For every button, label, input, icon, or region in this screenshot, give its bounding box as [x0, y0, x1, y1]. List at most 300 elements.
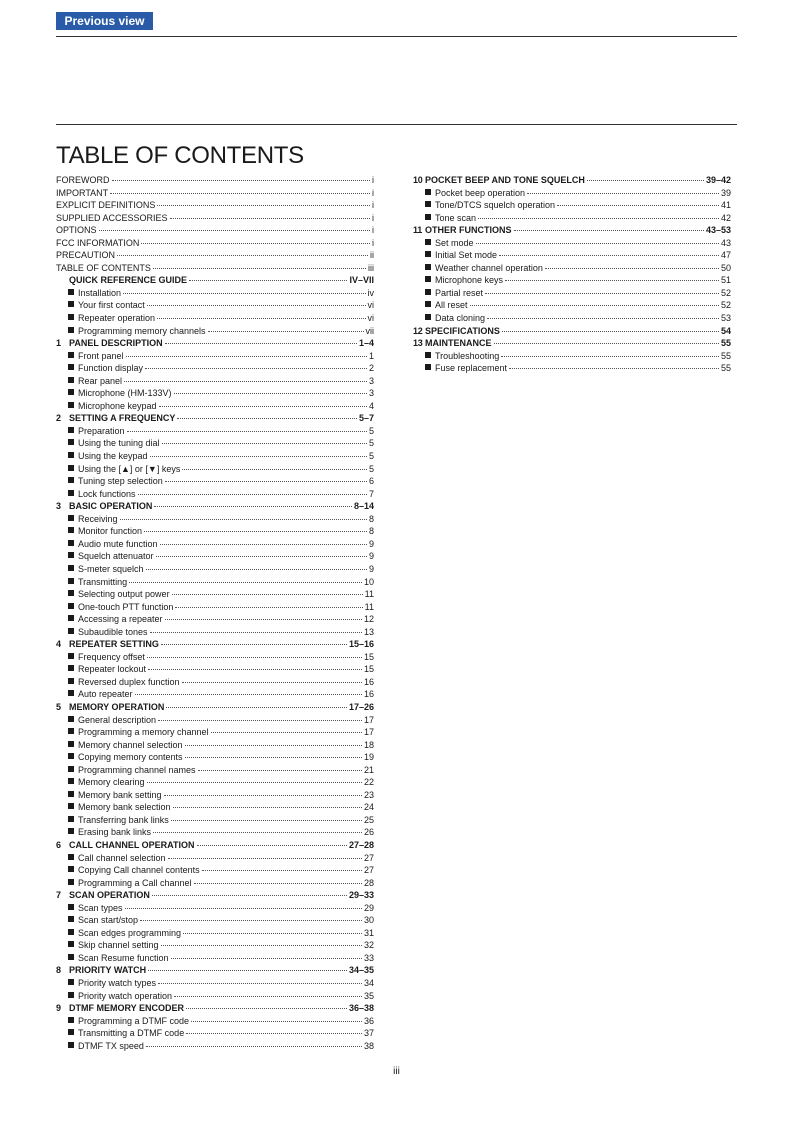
square-bullet-icon — [68, 352, 74, 358]
toc-entry-label: DTMF TX speed — [78, 1040, 144, 1051]
toc-entry-page: 42 — [720, 212, 731, 223]
toc-entry-label: Selecting output power — [78, 589, 170, 600]
square-bullet-icon — [68, 992, 74, 998]
toc-entry-label: Memory bank setting — [78, 789, 162, 800]
toc-entry-page: 23 — [363, 789, 374, 800]
dot-leader — [189, 272, 347, 281]
toc-entry-page: i — [372, 225, 374, 236]
toc-entry-label: SUPPLIED ACCESSORIES — [56, 212, 168, 223]
toc-entry-page: 55 — [720, 350, 731, 361]
toc-entry-label: BASIC OPERATION — [69, 501, 153, 512]
toc-entry-label: Accessing a repeater — [78, 614, 163, 625]
toc-entry-page: 39 — [720, 187, 731, 198]
dot-leader — [177, 410, 357, 419]
toc-entry-page: 5 — [368, 425, 374, 436]
dot-leader — [148, 962, 347, 971]
dot-leader — [117, 247, 368, 256]
dot-leader — [120, 511, 367, 520]
toc-entry-label: Function display — [78, 363, 144, 374]
toc-entry-label: Rear panel — [78, 375, 123, 386]
toc-entry-label: OTHER FUNCTIONS — [425, 225, 512, 236]
square-bullet-icon — [68, 791, 74, 797]
toc-entry-label: All reset — [435, 300, 468, 311]
toc-entry-page: 17 — [363, 727, 374, 738]
square-bullet-icon — [68, 452, 74, 458]
toc-entry-page: 50 — [720, 262, 731, 273]
toc-entry-page: vi — [367, 313, 374, 324]
toc-entry-page: 53 — [720, 313, 731, 324]
toc-entry-label: QUICK REFERENCE GUIDE — [69, 275, 188, 286]
square-bullet-icon — [68, 540, 74, 546]
square-bullet-icon — [68, 402, 74, 408]
toc-entry-label: SCAN OPERATION — [69, 890, 150, 901]
dot-leader — [545, 260, 719, 269]
toc-entry-page: 19 — [363, 752, 374, 763]
square-bullet-icon — [68, 665, 74, 671]
dot-leader — [161, 636, 347, 645]
square-bullet-icon — [68, 979, 74, 985]
page-number: iii — [393, 1066, 400, 1077]
toc-entry-label: Transferring bank links — [78, 814, 169, 825]
toc-entry-label: SPECIFICATIONS — [425, 325, 500, 336]
square-bullet-icon — [68, 904, 74, 910]
toc-entry-page: 2 — [368, 363, 374, 374]
toc-entry-page: 5–7 — [358, 413, 374, 424]
toc-entry-page: 33 — [363, 952, 374, 963]
toc-entry-label: Installation — [78, 287, 122, 298]
toc-entry-label: IMPORTANT — [56, 187, 109, 198]
toc-section-number: 11 — [413, 225, 422, 236]
toc-entry-page: 24 — [363, 802, 374, 813]
square-bullet-icon — [68, 866, 74, 872]
toc-section-number: 13 — [413, 338, 423, 349]
toc-entry-page: 18 — [363, 739, 374, 750]
dot-leader — [505, 272, 719, 281]
toc-entry-label: Data cloning — [435, 313, 486, 324]
toc-entry-label: Set mode — [435, 237, 474, 248]
toc-section-number: 8 — [56, 965, 62, 976]
dot-leader — [478, 210, 719, 219]
dot-leader — [110, 185, 370, 194]
toc-entry-label: Scan Resume function — [78, 952, 169, 963]
toc-entry-label: Front panel — [78, 350, 124, 361]
toc-entry-label: POCKET BEEP AND TONE SQUELCH — [425, 175, 585, 185]
toc-entry-page: ii — [370, 250, 374, 261]
toc-entry-label: FCC INFORMATION — [56, 237, 140, 248]
dot-leader — [135, 686, 362, 695]
dot-leader — [185, 737, 362, 746]
toc-entry-page: 31 — [363, 927, 374, 938]
toc-entry-label: PRECAUTION — [56, 250, 116, 261]
square-bullet-icon — [68, 389, 74, 395]
toc-entry-page: 22 — [363, 777, 374, 788]
toc-entry-label: Programming a Call channel — [78, 877, 192, 888]
dot-leader — [194, 875, 362, 884]
dot-leader — [170, 210, 370, 219]
toc-entry-label: Pocket beep operation — [435, 187, 526, 198]
dot-leader — [99, 222, 370, 231]
dot-leader — [147, 297, 366, 306]
toc-entry-page: 37 — [363, 1028, 374, 1039]
toc-entry-label: Microphone keypad — [78, 400, 157, 411]
dot-leader — [175, 599, 362, 608]
dot-leader — [211, 724, 362, 733]
dot-leader — [171, 950, 362, 959]
dot-leader — [158, 712, 362, 721]
dot-leader — [182, 461, 367, 470]
toc-entry-page: 5 — [368, 438, 374, 449]
toc-entry-page: 34 — [363, 978, 374, 988]
dot-leader — [148, 661, 362, 670]
toc-entry-label: Scan types — [78, 902, 123, 913]
toc-entry-label: Repeater operation — [78, 313, 156, 324]
dot-leader — [157, 197, 370, 206]
square-bullet-icon — [68, 1029, 74, 1035]
toc-entry-page: i — [372, 175, 374, 185]
toc-entry-page: 54 — [720, 325, 731, 336]
toc-entry-label: Priority watch operation — [78, 990, 173, 1001]
square-bullet-icon — [68, 653, 74, 659]
dot-leader — [173, 799, 362, 808]
toc-entry-label: Programming a DTMF code — [78, 1015, 190, 1026]
square-bullet-icon — [68, 427, 74, 433]
toc-entry-label: Memory clearing — [78, 777, 145, 788]
toc-entry-label: Programming a memory channel — [78, 727, 209, 738]
toc-entry-page: iv — [367, 287, 374, 298]
dot-leader — [182, 674, 362, 683]
square-bullet-icon — [68, 929, 74, 935]
toc-entry-page: 29 — [363, 902, 374, 913]
square-bullet-icon — [68, 954, 74, 960]
toc-entry-label: MEMORY OPERATION — [69, 701, 165, 712]
square-bullet-icon — [68, 628, 74, 634]
square-bullet-icon — [68, 716, 74, 722]
dot-leader — [154, 498, 352, 507]
toc-entry-page: 35 — [363, 990, 374, 1001]
toc-entry-page: 17 — [363, 714, 374, 725]
square-bullet-icon — [68, 565, 74, 571]
toc-entry-label: PRIORITY WATCH — [69, 965, 147, 976]
dot-leader — [514, 222, 704, 231]
toc-entry-label: Scan edges programming — [78, 927, 182, 938]
toc-entry-page: 12 — [363, 614, 374, 625]
dot-leader — [197, 837, 347, 846]
square-bullet-icon — [68, 377, 74, 383]
toc-entry-label: Transmitting a DTMF code — [78, 1028, 185, 1039]
toc-entry-page: 11 — [364, 589, 374, 600]
toc-entry-label: Squelch attenuator — [78, 551, 154, 562]
previous-view-button[interactable]: Previous view — [56, 12, 153, 30]
square-bullet-icon — [425, 264, 431, 270]
toc-entry-label: Troubleshooting — [435, 350, 500, 361]
toc-entry-label: Monitor function — [78, 526, 143, 537]
toc-entry-page: 43 — [720, 237, 731, 248]
dot-leader — [162, 435, 367, 444]
toc-entry-page: 30 — [363, 915, 374, 926]
toc-section-number: 6 — [56, 839, 62, 850]
square-bullet-icon — [425, 189, 431, 195]
toc-entry-page: 9 — [368, 563, 374, 574]
toc-entry-label: Partial reset — [435, 287, 484, 298]
toc-entry-page: 10 — [363, 576, 374, 587]
dot-leader — [153, 260, 366, 269]
dot-leader — [501, 348, 719, 357]
square-bullet-icon — [425, 239, 431, 245]
toc-entry-label: Using the keypad — [78, 451, 148, 462]
square-bullet-icon — [68, 615, 74, 621]
toc-entry-page: 28 — [363, 877, 374, 888]
dot-leader — [208, 323, 364, 332]
square-bullet-icon — [68, 803, 74, 809]
dot-leader — [164, 787, 362, 796]
toc-entry[interactable] — [413, 362, 731, 375]
square-bullet-icon — [68, 515, 74, 521]
toc-entry-label: Reversed duplex function — [78, 676, 180, 687]
dot-leader — [125, 900, 362, 909]
dot-leader — [160, 536, 367, 545]
dot-leader — [161, 937, 362, 946]
toc-entry-page: IV–VII — [349, 275, 374, 286]
toc-entry-page: 51 — [720, 275, 731, 286]
toc-section-number: 2 — [56, 413, 62, 424]
toc-section-number: 3 — [56, 501, 62, 512]
toc-entry-label: Preparation — [78, 425, 125, 436]
dot-leader — [123, 285, 365, 294]
toc-entry-label: Programming channel names — [78, 764, 196, 775]
toc-entry-label: Priority watch types — [78, 978, 157, 988]
toc-entry-page: 55 — [720, 363, 731, 374]
toc-entry-page: 3 — [368, 375, 374, 386]
dot-leader — [527, 185, 719, 194]
square-bullet-icon — [68, 1017, 74, 1023]
square-bullet-icon — [425, 214, 431, 220]
dot-leader — [494, 335, 719, 344]
dot-leader — [159, 398, 367, 407]
dot-leader — [140, 912, 362, 921]
square-bullet-icon — [68, 1042, 74, 1048]
dot-leader — [141, 235, 370, 244]
square-bullet-icon — [68, 690, 74, 696]
dot-leader — [127, 423, 367, 432]
toc-section-number: 12 — [413, 325, 423, 336]
toc-entry-label: Microphone (HM-133V) — [78, 388, 172, 399]
toc-entry-page: 7 — [368, 488, 374, 499]
square-bullet-icon — [68, 879, 74, 885]
toc-entry-page: 34–35 — [348, 965, 374, 976]
toc-entry-page: 29–33 — [348, 890, 374, 901]
dot-leader — [145, 360, 367, 369]
toc-entry-label: Erasing bank links — [78, 827, 152, 838]
toc-entry-label: MAINTENANCE — [425, 338, 492, 349]
toc-entry-label: Receiving — [78, 513, 118, 524]
toc-entry[interactable] — [56, 1040, 374, 1053]
square-bullet-icon — [68, 327, 74, 333]
dot-leader — [183, 925, 362, 934]
dot-leader — [156, 548, 367, 557]
toc-entry-label: CALL CHANNEL OPERATION — [69, 839, 195, 850]
title-divider — [56, 124, 737, 125]
toc-entry-label: General description — [78, 714, 157, 725]
square-bullet-icon — [68, 552, 74, 558]
square-bullet-icon — [68, 916, 74, 922]
dot-leader — [147, 649, 362, 658]
dot-leader — [165, 335, 357, 344]
toc-entry-label: REPEATER SETTING — [69, 639, 159, 650]
toc-entry-page: 15 — [363, 651, 374, 662]
toc-entry-page: 26 — [363, 827, 374, 838]
toc-entry-label: EXPLICIT DEFINITIONS — [56, 200, 156, 211]
square-bullet-icon — [68, 289, 74, 295]
dot-leader — [499, 247, 719, 256]
toc-entry-page: vi — [367, 300, 374, 311]
toc-entry-page: i — [372, 187, 374, 198]
toc-entry-label: Initial Set mode — [435, 250, 498, 261]
toc-entry-label: DTMF MEMORY ENCODER — [69, 1003, 185, 1014]
toc-entry-page: 41 — [720, 200, 731, 211]
toc-entry-page: 1 — [368, 350, 374, 361]
toc-entry-label: S-meter squelch — [78, 563, 144, 574]
dot-leader — [470, 297, 719, 306]
dot-leader — [150, 448, 367, 457]
toc-entry-label: Auto repeater — [78, 689, 133, 700]
square-bullet-icon — [425, 314, 431, 320]
square-bullet-icon — [68, 778, 74, 784]
square-bullet-icon — [68, 477, 74, 483]
toc-entry-page: 43–53 — [705, 225, 731, 236]
toc-entry-label: TABLE OF CONTENTS — [56, 262, 151, 273]
toc-entry-label: Copying Call channel contents — [78, 865, 200, 876]
toc-entry-label: OPTIONS — [56, 225, 97, 236]
toc-entry-page: 3 — [368, 388, 374, 399]
dot-leader — [502, 323, 719, 332]
square-bullet-icon — [425, 364, 431, 370]
toc-entry-page: 25 — [363, 814, 374, 825]
toc-entry-label: Audio mute function — [78, 538, 158, 549]
toc-entry-page: 36–38 — [348, 1003, 374, 1014]
toc-section-number: 1 — [56, 338, 62, 349]
toc-entry-page: 1–4 — [358, 338, 374, 349]
toc-entry-page: 27 — [363, 852, 374, 863]
square-bullet-icon — [425, 352, 431, 358]
toc-entry-page: 32 — [363, 940, 374, 951]
square-bullet-icon — [68, 753, 74, 759]
square-bullet-icon — [68, 728, 74, 734]
toc-entry-label: Repeater lockout — [78, 664, 147, 675]
square-bullet-icon — [68, 678, 74, 684]
dot-leader — [152, 887, 347, 896]
square-bullet-icon — [425, 201, 431, 207]
toc-entry-label: FOREWORD — [56, 175, 110, 185]
square-bullet-icon — [68, 590, 74, 596]
dot-leader — [587, 172, 704, 181]
toc-entry-page: 27 — [363, 865, 374, 876]
dot-leader — [174, 385, 367, 394]
toc-entry-label: Memory bank selection — [78, 802, 171, 813]
toc-entry-page: 55 — [720, 338, 731, 349]
header-divider — [56, 36, 737, 37]
dot-leader — [146, 1038, 362, 1047]
toc-entry-page: 9 — [368, 538, 374, 549]
square-bullet-icon — [68, 741, 74, 747]
toc-entry-page: 5 — [368, 463, 374, 474]
toc-left-column — [56, 174, 374, 1052]
toc-entry-label: Programming memory channels — [78, 325, 206, 336]
toc-entry-label: One-touch PTT function — [78, 601, 174, 612]
toc-entry-label: Lock functions — [78, 488, 136, 499]
toc-entry-page: 5 — [368, 451, 374, 462]
dot-leader — [158, 975, 362, 984]
toc-entry-label: Tone scan — [435, 212, 477, 223]
toc-entry-label: Using the tuning dial — [78, 438, 160, 449]
toc-entry-page: 17–26 — [348, 701, 374, 712]
toc-entry-label: Weather channel operation — [435, 262, 543, 273]
dot-leader — [144, 523, 367, 532]
dot-leader — [485, 285, 719, 294]
dot-leader — [191, 1013, 362, 1022]
toc-entry-page: 52 — [720, 300, 731, 311]
toc-entry-page: 15 — [363, 664, 374, 675]
dot-leader — [185, 749, 362, 758]
dot-leader — [557, 197, 719, 206]
square-bullet-icon — [68, 439, 74, 445]
toc-entry-label: Subaudible tones — [78, 626, 148, 637]
toc-section-number: 5 — [56, 701, 62, 712]
toc-entry-page: 13 — [363, 626, 374, 637]
toc-entry-page: 8 — [368, 526, 374, 537]
dot-leader — [174, 988, 362, 997]
dot-leader — [168, 850, 362, 859]
square-bullet-icon — [68, 828, 74, 834]
toc-entry-page: 36 — [363, 1015, 374, 1026]
toc-entry-label: Transmitting — [78, 576, 128, 587]
toc-entry-label: Call channel selection — [78, 852, 166, 863]
toc-entry-page: 15–16 — [348, 639, 374, 650]
square-bullet-icon — [68, 301, 74, 307]
page-title: TABLE OF CONTENTS — [56, 142, 304, 170]
toc-entry-page: 39–42 — [705, 175, 731, 185]
toc-entry-label: Fuse replacement — [435, 363, 508, 374]
toc-entry-page: 9 — [368, 551, 374, 562]
toc-entry-label: PANEL DESCRIPTION — [69, 338, 163, 349]
square-bullet-icon — [425, 289, 431, 295]
dot-leader — [198, 762, 362, 771]
toc-section-number: 9 — [56, 1003, 62, 1014]
toc-entry-page: 52 — [720, 287, 731, 298]
dot-leader — [509, 360, 719, 369]
dot-leader — [202, 862, 362, 871]
square-bullet-icon — [425, 251, 431, 257]
toc-entry-label: Using the [▲] or [▼] keys — [78, 463, 181, 474]
square-bullet-icon — [68, 490, 74, 496]
toc-entry-page: i — [372, 212, 374, 223]
toc-entry-label: Microphone keys — [435, 275, 504, 286]
dot-leader — [146, 561, 367, 570]
toc-entry-label: Skip channel setting — [78, 940, 159, 951]
dot-leader — [165, 473, 367, 482]
dot-leader — [124, 373, 367, 382]
dot-leader — [150, 624, 362, 633]
dot-leader — [157, 310, 365, 319]
dot-leader — [126, 348, 367, 357]
toc-entry-label: Your first contact — [78, 300, 145, 311]
dot-leader — [129, 574, 362, 583]
dot-leader — [147, 774, 362, 783]
toc-section-number: 10 — [413, 175, 423, 185]
square-bullet-icon — [68, 941, 74, 947]
toc-entry-label: SETTING A FREQUENCY — [69, 413, 176, 424]
square-bullet-icon — [68, 465, 74, 471]
dot-leader — [153, 824, 362, 833]
